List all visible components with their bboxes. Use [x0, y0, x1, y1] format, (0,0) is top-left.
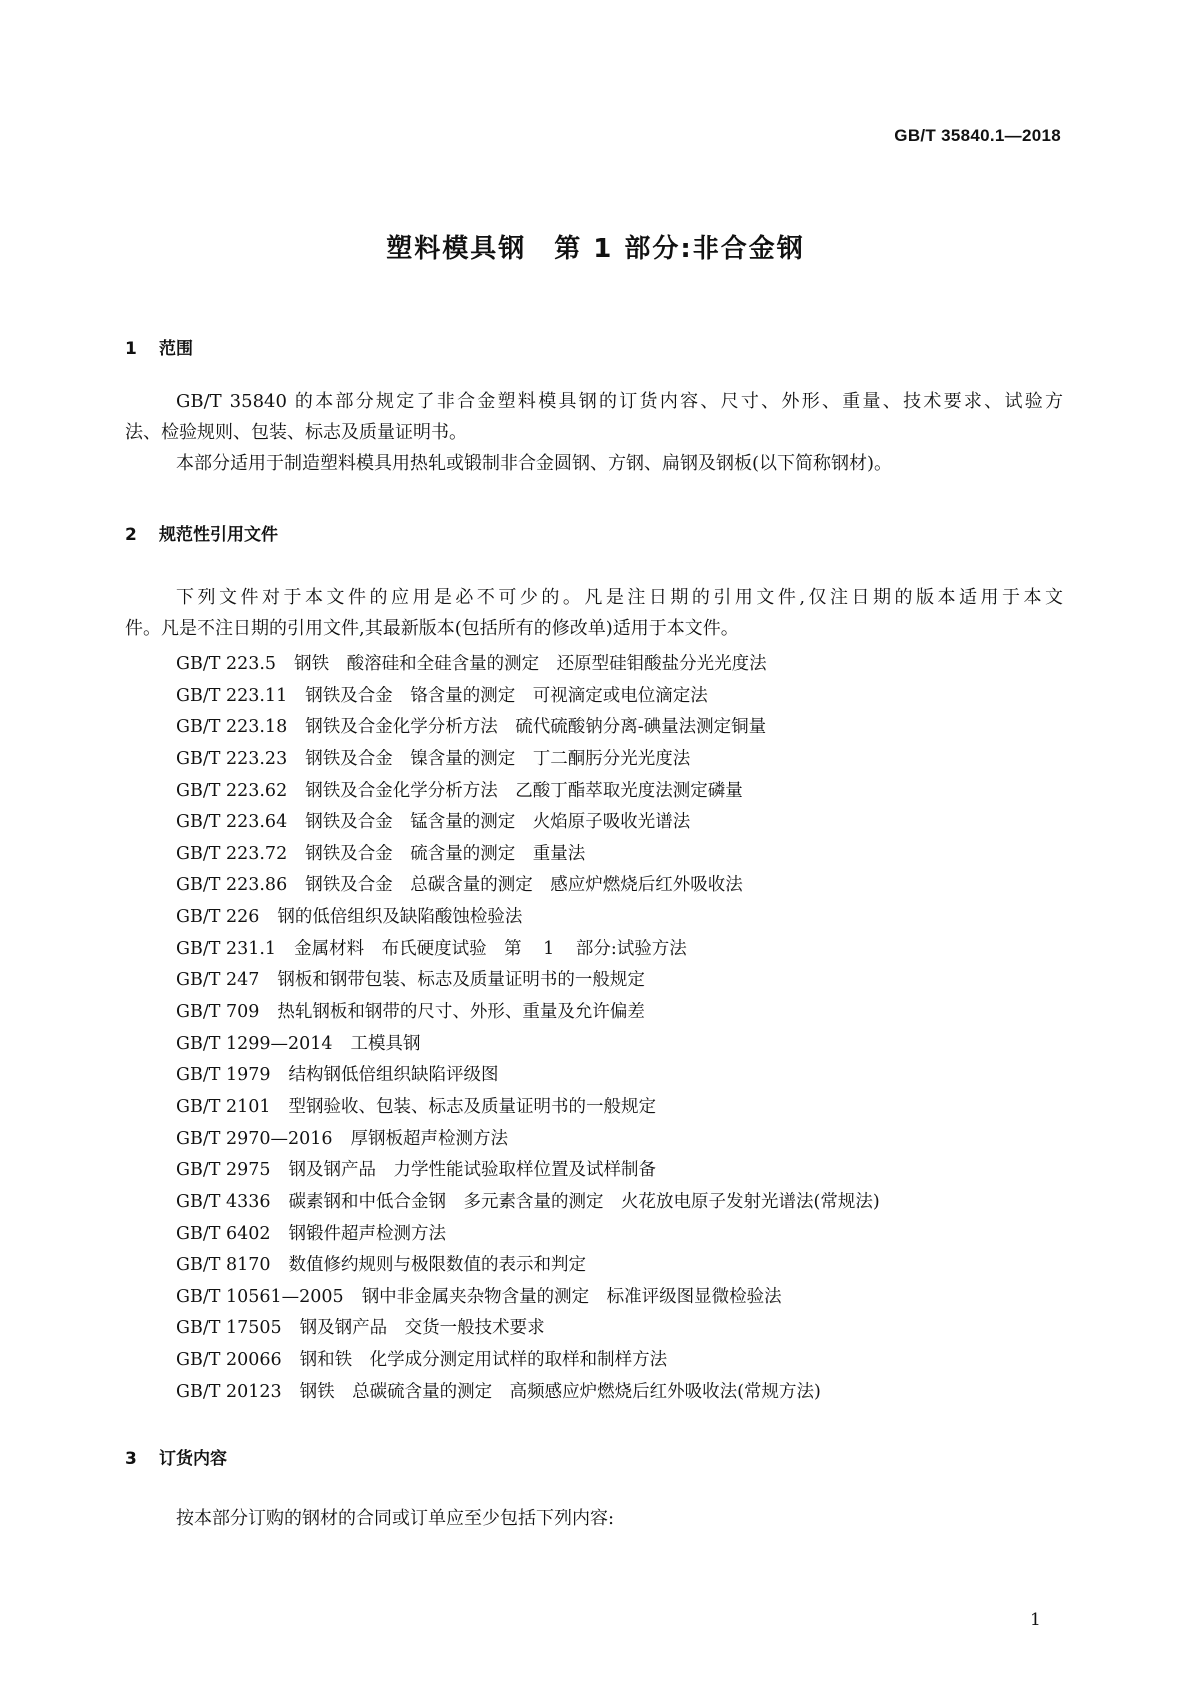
reference-item: [176, 810, 880, 842]
reference-title: 钢中非金属夹杂物含量的测定 标准评级图显微检验法: [361, 1286, 782, 1307]
reference-item: [176, 1253, 880, 1285]
reference-title: 钢铁及合金 总碳含量的测定 感应炉燃烧后红外吸收法: [305, 875, 743, 896]
reference-item: [176, 842, 880, 874]
section-heading-scope: [125, 334, 193, 359]
reference-item: [176, 905, 880, 937]
reference-item: [176, 1063, 880, 1095]
reference-code: GB/T 223.86: [176, 875, 288, 896]
reference-title: 数值修约规则与极限数值的表示和判定: [288, 1255, 587, 1276]
reference-code: GB/T 223.62: [176, 780, 288, 801]
paragraph-line: 法、检验规则、包装、标志及质量证明书。: [125, 422, 467, 443]
reference-title: 钢的低倍组织及缺陷酸蚀检验法: [277, 907, 523, 928]
document-title: 塑料模具钢 第 1 部分:非合金钢: [386, 234, 805, 264]
reference-code: GB/T 10561—2005: [176, 1286, 344, 1307]
reference-item: [176, 937, 880, 969]
reference-item: [176, 747, 880, 779]
reference-item: [176, 715, 880, 747]
reference-list: [176, 652, 880, 1411]
reference-code: GB/T 2101: [176, 1096, 271, 1117]
reference-item: [176, 1000, 880, 1032]
page-number: 1: [1030, 1610, 1041, 1630]
reference-item: [176, 1190, 880, 1222]
reference-code: GB/T 1299—2014: [176, 1033, 333, 1054]
section-number: 1: [125, 339, 137, 359]
paragraph-line: 下列文件对于本文件的应用是必不可少的。凡是注日期的引用文件,仅注日期的版本适用于本文: [176, 587, 1063, 608]
reference-code: GB/T 223.64: [176, 812, 288, 833]
reference-title: 钢铁及合金 硫含量的测定 重量法: [305, 843, 586, 864]
section-title: 范围: [159, 339, 193, 359]
reference-title: 碳素钢和中低合金钢 多元素含量的测定 火花放电原子发射光谱法(常规法): [288, 1191, 880, 1212]
reference-code: GB/T 6402: [176, 1223, 271, 1244]
section-title: 规范性引用文件: [159, 525, 278, 545]
reference-title: 钢及钢产品 交货一般技术要求: [299, 1318, 545, 1339]
reference-item: [176, 1316, 880, 1348]
reference-title: 钢和铁 化学成分测定用试样的取样和制样方法: [299, 1350, 668, 1371]
reference-item: [176, 1285, 880, 1317]
reference-item: [176, 684, 880, 716]
reference-title: 钢锻件超声检测方法: [288, 1223, 447, 1244]
section-title: 订货内容: [159, 1449, 227, 1469]
reference-title: 钢铁及合金化学分析方法 乙酸丁酯萃取光度法测定磷量: [305, 780, 743, 801]
reference-code: GB/T 20123: [176, 1381, 282, 1402]
section-number: 2: [125, 525, 137, 545]
reference-code: GB/T 709: [176, 1002, 260, 1023]
reference-code: GB/T 226: [176, 907, 260, 928]
reference-code: GB/T 8170: [176, 1255, 271, 1276]
reference-item: [176, 1222, 880, 1254]
reference-title: 钢铁及合金 镍含量的测定 丁二酮肟分光光度法: [305, 748, 691, 769]
standard-code-header: GB/T 35840.1—2018: [894, 126, 1061, 145]
paragraph-line: 本部分适用于制造塑料模具用热轧或锻制非合金圆钢、方钢、扁钢及钢板(以下简称钢材)。: [176, 453, 893, 474]
paragraph-line: 件。凡是不注日期的引用文件,其最新版本(包括所有的修改单)适用于本文件。: [125, 618, 739, 639]
reference-code: GB/T 1979: [176, 1065, 271, 1086]
reference-title: 钢铁及合金 铬含量的测定 可视滴定或电位滴定法: [305, 685, 708, 706]
section-number: 3: [125, 1449, 137, 1469]
paragraph-line: GB/T 35840 的本部分规定了非合金塑料模具钢的订货内容、尺寸、外形、重量、技术要求、试验方: [176, 391, 1063, 412]
reference-code: GB/T 223.72: [176, 843, 288, 864]
reference-item: [176, 1127, 880, 1159]
reference-title: 金属材料 布氏硬度试验 第 1 部分:试验方法: [294, 938, 687, 959]
reference-code: GB/T 4336: [176, 1191, 271, 1212]
reference-code: GB/T 20066: [176, 1350, 282, 1371]
reference-title: 钢铁及合金化学分析方法 硫代硫酸钠分离-碘量法测定铜量: [305, 717, 767, 738]
section-heading-normative-references: [125, 520, 278, 545]
reference-code: GB/T 231.1: [176, 938, 277, 959]
reference-title: 钢板和钢带包装、标志及质量证明书的一般规定: [277, 970, 645, 991]
reference-item: [176, 873, 880, 905]
reference-code: GB/T 17505: [176, 1318, 282, 1339]
reference-code: GB/T 2975: [176, 1160, 271, 1181]
reference-title: 钢铁及合金 锰含量的测定 火焰原子吸收光谱法: [305, 812, 691, 833]
reference-item: [176, 968, 880, 1000]
reference-code: GB/T 223.11: [176, 685, 288, 706]
reference-item: [176, 1095, 880, 1127]
reference-title: 热轧钢板和钢带的尺寸、外形、重量及允许偏差: [277, 1002, 645, 1023]
reference-title: 型钢验收、包装、标志及质量证明书的一般规定: [288, 1096, 657, 1117]
reference-code: GB/T 247: [176, 970, 260, 991]
paragraph-line: 按本部分订购的钢材的合同或订单应至少包括下列内容:: [176, 1508, 615, 1529]
reference-code: GB/T 223.5: [176, 654, 277, 674]
reference-title: 工模具钢: [350, 1033, 421, 1054]
reference-title: 钢铁 总碳硫含量的测定 高频感应炉燃烧后红外吸收法(常规方法): [299, 1381, 821, 1402]
reference-title: 结构钢低倍组织缺陷评级图: [288, 1065, 499, 1086]
reference-title: 厚钢板超声检测方法: [350, 1128, 509, 1149]
reference-item: [176, 1032, 880, 1064]
reference-item: [176, 1158, 880, 1190]
section-heading-order-content: [125, 1444, 227, 1469]
reference-code: GB/T 223.18: [176, 717, 288, 738]
reference-item: [176, 652, 880, 684]
reference-title: 钢及钢产品 力学性能试验取样位置及试样制备: [288, 1160, 657, 1181]
reference-code: GB/T 223.23: [176, 748, 288, 769]
reference-item: [176, 1348, 880, 1380]
reference-item: [176, 779, 880, 811]
reference-code: GB/T 2970—2016: [176, 1128, 333, 1149]
reference-title: 钢铁 酸溶硅和全硅含量的测定 还原型硅钼酸盐分光光度法: [294, 654, 767, 674]
reference-item: [176, 1380, 880, 1412]
